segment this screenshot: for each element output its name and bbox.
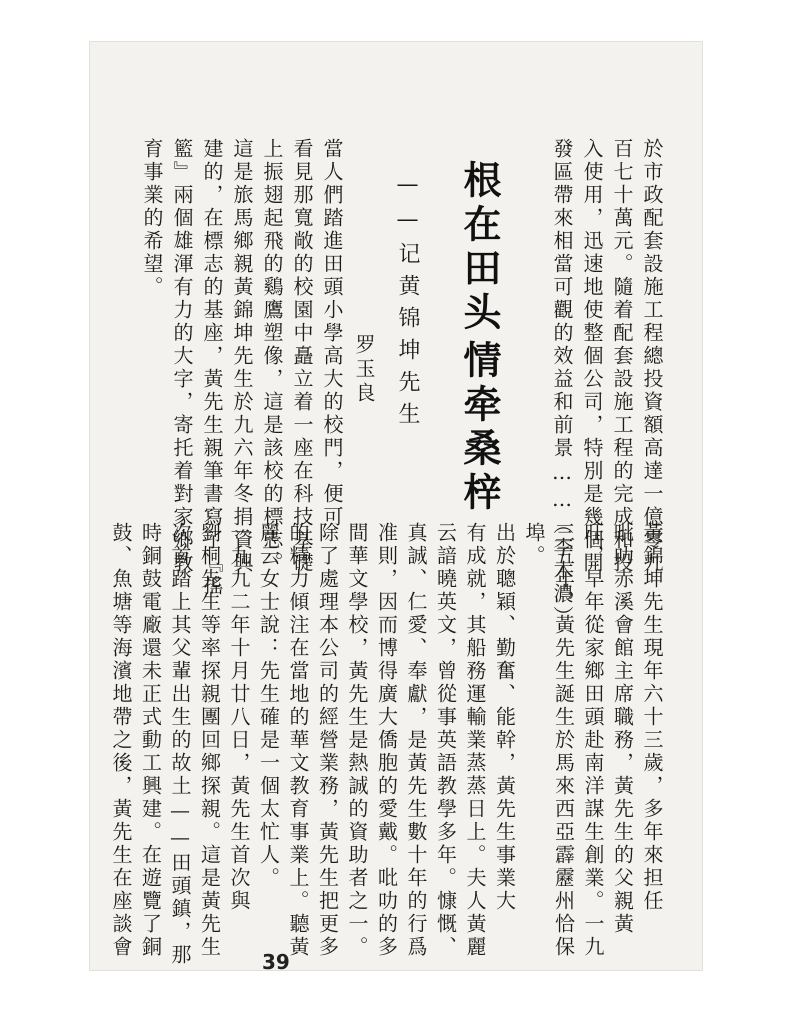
bottom-text-column: 一九九二年十月廿八日，黃先生首次與 [227, 522, 251, 913]
top-text-column: 發區帶來相當可觀的效益和前景……（李木濃） [550, 138, 574, 629]
top-text-column: 入使用，迅速地使整個公司，特別是幾個開 [580, 138, 604, 575]
bottom-text-column: 時銅鼓電廠還未正式動工興建。在遊覽了銅 [138, 522, 163, 959]
bottom-text-column: 間華文學校，黃先生是熱誠的資助者之一。 [345, 522, 369, 959]
article-author: 罗玉良 [352, 334, 376, 406]
bottom-text-column: 次首踏上其父輩出生的故土——田頭鎮，那 [168, 522, 192, 967]
bottom-text-column: 鼓、魚塘等海濱地帶之後，黃先生在座談會 [109, 522, 133, 959]
article-title-line2: 情牵桑梓 [457, 340, 502, 516]
page-number: 39 [262, 950, 290, 974]
bottom-text-column: 三五年，黃先生誕生於馬來西亞霹靂州恰保 [551, 522, 576, 959]
bottom-text-column: 的精力傾注在當地的華文教育事業上。聽黃 [286, 522, 310, 959]
bottom-text-column: 真誠、仁愛、奉獻，是黃先生數十年的行爲 [404, 522, 428, 959]
top-text-column: 百七十萬元。隨着配套設施工程的完成和投 [610, 138, 634, 575]
bottom-text-column: 吡叻赤溪會館主席職務，黃先生的父親黃 [610, 522, 635, 936]
bottom-text-column: 埠。 [522, 522, 546, 568]
bottom-text-column: 除了處理本公司的經營業務，黃先生把更多 [315, 522, 340, 959]
middle-text-column: 建的，在標志的基座，黃先生親筆書寫了『搖 [200, 138, 224, 598]
bottom-text-column: 旺，早年從家鄉田頭赴南洋謀生創業。一九 [581, 522, 605, 959]
bottom-text-column: 劉桐先生等率探親團回鄉探親。這是黃先生 [197, 522, 222, 959]
middle-text-column: 育事業的希望。 [140, 138, 164, 299]
middle-text-column: 上振翅起飛的鷄鷹塑像，這是該校的標志。 [260, 138, 284, 575]
middle-text-column: 看見那寬敞的校園中矗立着一座在科技基礎 [290, 138, 314, 575]
bottom-text-column: 云諳曉英文，曾從事英語教學多年。慷慨、 [433, 522, 458, 959]
article-subtitle: ——记黄锦坤先生 [395, 172, 420, 434]
bottom-text-column: 黃錦坤先生現年六十三歲，多年來担任 [640, 522, 664, 913]
bottom-text-column: 麗云女士說：先生確是一個太忙人。 [256, 522, 281, 890]
top-text-column: 於市政配套設施工程總投資額高達一億零九 [640, 138, 664, 575]
article-title-line1: 根在田头 [457, 160, 502, 336]
middle-text-column: 當人們踏進田頭小學高大的校門，便可 [320, 138, 344, 529]
middle-text-column: 這是旅馬鄉親黃錦坤先生於九六年冬捐資興 [230, 138, 254, 575]
bottom-text-column: 有成就，其船務運輸業蒸蒸日上。夫人黃麗 [463, 522, 487, 959]
bottom-text-column: 出於聰穎、勤奮、能幹，黃先生事業大 [492, 522, 517, 913]
book-page [90, 42, 702, 974]
middle-text-column: 籃』兩個雄渾有力的大字，寄托着對家鄉教 [170, 138, 194, 575]
bottom-text-column: 准則，因而博得廣大僑胞的愛戴。吡叻的多 [374, 522, 399, 959]
